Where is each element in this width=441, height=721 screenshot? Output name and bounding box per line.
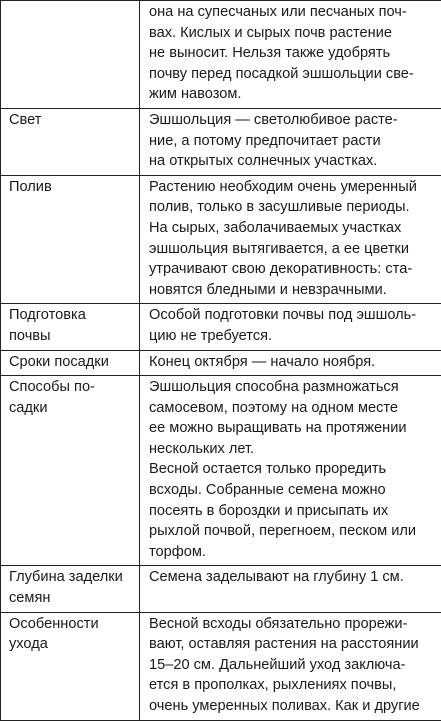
row-text-line: вают, оставляя растения на расстоянии — [149, 634, 441, 655]
row-text-line: всходы. Собранные семена можно — [149, 480, 441, 501]
row-label-cell — [1, 350, 140, 376]
row-text-line: Семена заделывают на глубину 1 см. — [149, 567, 441, 588]
row-label-line: ухода — [9, 634, 139, 655]
row-text-line: самосевом, поэтому на одном месте — [149, 398, 441, 419]
row-text-line: не выносит. Нельзя также удобрять — [149, 43, 441, 64]
row-text-cell — [140, 376, 441, 566]
row-text-line: Эшшольция способна размножаться — [149, 377, 441, 398]
row-text-line: новятся бледными и невзрачными. — [149, 280, 441, 301]
row-text-line: вах. Кислых и сырых почв растение — [149, 23, 441, 44]
row-text-cell — [140, 1, 441, 109]
row-text-line: ется в прополках, рыхлениях почвы, — [149, 675, 441, 696]
table-body — [1, 1, 441, 721]
table-row-seed-depth — [1, 566, 441, 612]
row-text-line: нескольких лет. — [149, 439, 441, 460]
row-text-line: ние, а потому предпочитает расти — [149, 131, 441, 152]
row-label-line: Полив — [9, 177, 139, 198]
table-row-light — [1, 108, 441, 175]
row-label-line: Способы по- — [9, 377, 139, 398]
row-label-line: Глубина заделки — [9, 567, 139, 588]
row-label-line: почвы — [9, 326, 139, 347]
row-text-line: утрачивают свою декоративность: ста- — [149, 259, 441, 280]
row-label-line: садки — [9, 398, 139, 419]
row-text-line: торфом. — [149, 542, 441, 563]
row-text-line: ее можно выращивать на протяжении — [149, 418, 441, 439]
row-text-cell — [140, 612, 441, 720]
table-row-care-features — [1, 612, 441, 720]
row-text-line: Конец октября — начало ноября. — [149, 352, 441, 373]
row-text-line: посеять в бороздки и присыпать их — [149, 501, 441, 522]
row-label-line: Сроки посадки — [9, 352, 139, 373]
row-text-line: почву перед посадкой эшшольции све- — [149, 64, 441, 85]
table-row-planting-time — [1, 350, 441, 376]
row-text-cell — [140, 108, 441, 175]
row-label-cell — [1, 566, 140, 612]
row-text-line: она на супесчаных или песчаных поч- — [149, 2, 441, 23]
row-text-line: Эшшольция — светолюбивое расте- — [149, 110, 441, 131]
row-text-cell — [140, 304, 441, 350]
row-label-cell — [1, 612, 140, 720]
row-text-line: Особой подготовки почвы под эшшоль- — [149, 305, 441, 326]
row-text-line: эшшольция вытягивается, а ее цветки — [149, 239, 441, 260]
row-label-line: Подготовка — [9, 305, 139, 326]
row-text-line: Весной всходы обязательно прорежи- — [149, 614, 441, 635]
row-text-cell — [140, 566, 441, 612]
row-label-cell — [1, 108, 140, 175]
row-label-line: Свет — [9, 110, 139, 131]
row-text-line: Весной остается только проредить — [149, 459, 441, 480]
row-text-cell — [140, 350, 441, 376]
row-text-line: очень умеренных поливах. Как и другие — [149, 696, 441, 717]
row-text-line: полив, только в засушливые периоды. — [149, 197, 441, 218]
row-text-line: На сырых, заболачиваемых участках — [149, 218, 441, 239]
table-row-soil-continued — [1, 1, 441, 109]
row-label-cell — [1, 376, 140, 566]
table-row-planting-methods — [1, 376, 441, 566]
row-text-line: рыхлой почвой, перегноем, песком или — [149, 521, 441, 542]
row-text-line: 15–20 см. Дальнейший уход заключа- — [149, 655, 441, 676]
row-text-line: цию не требуется. — [149, 326, 441, 347]
row-label-line: семян — [9, 588, 139, 609]
row-text-line: Растению необходим очень умеренный — [149, 177, 441, 198]
row-text-line: на открытых солнечных участках. — [149, 151, 441, 172]
table-row-watering — [1, 175, 441, 304]
row-label-line: Особенности — [9, 614, 139, 635]
row-label-cell — [1, 1, 140, 109]
row-text-line: жим навозом. — [149, 84, 441, 105]
table-row-soil-preparation — [1, 304, 441, 350]
row-label-cell — [1, 175, 140, 304]
row-text-cell — [140, 175, 441, 304]
row-label-cell — [1, 304, 140, 350]
